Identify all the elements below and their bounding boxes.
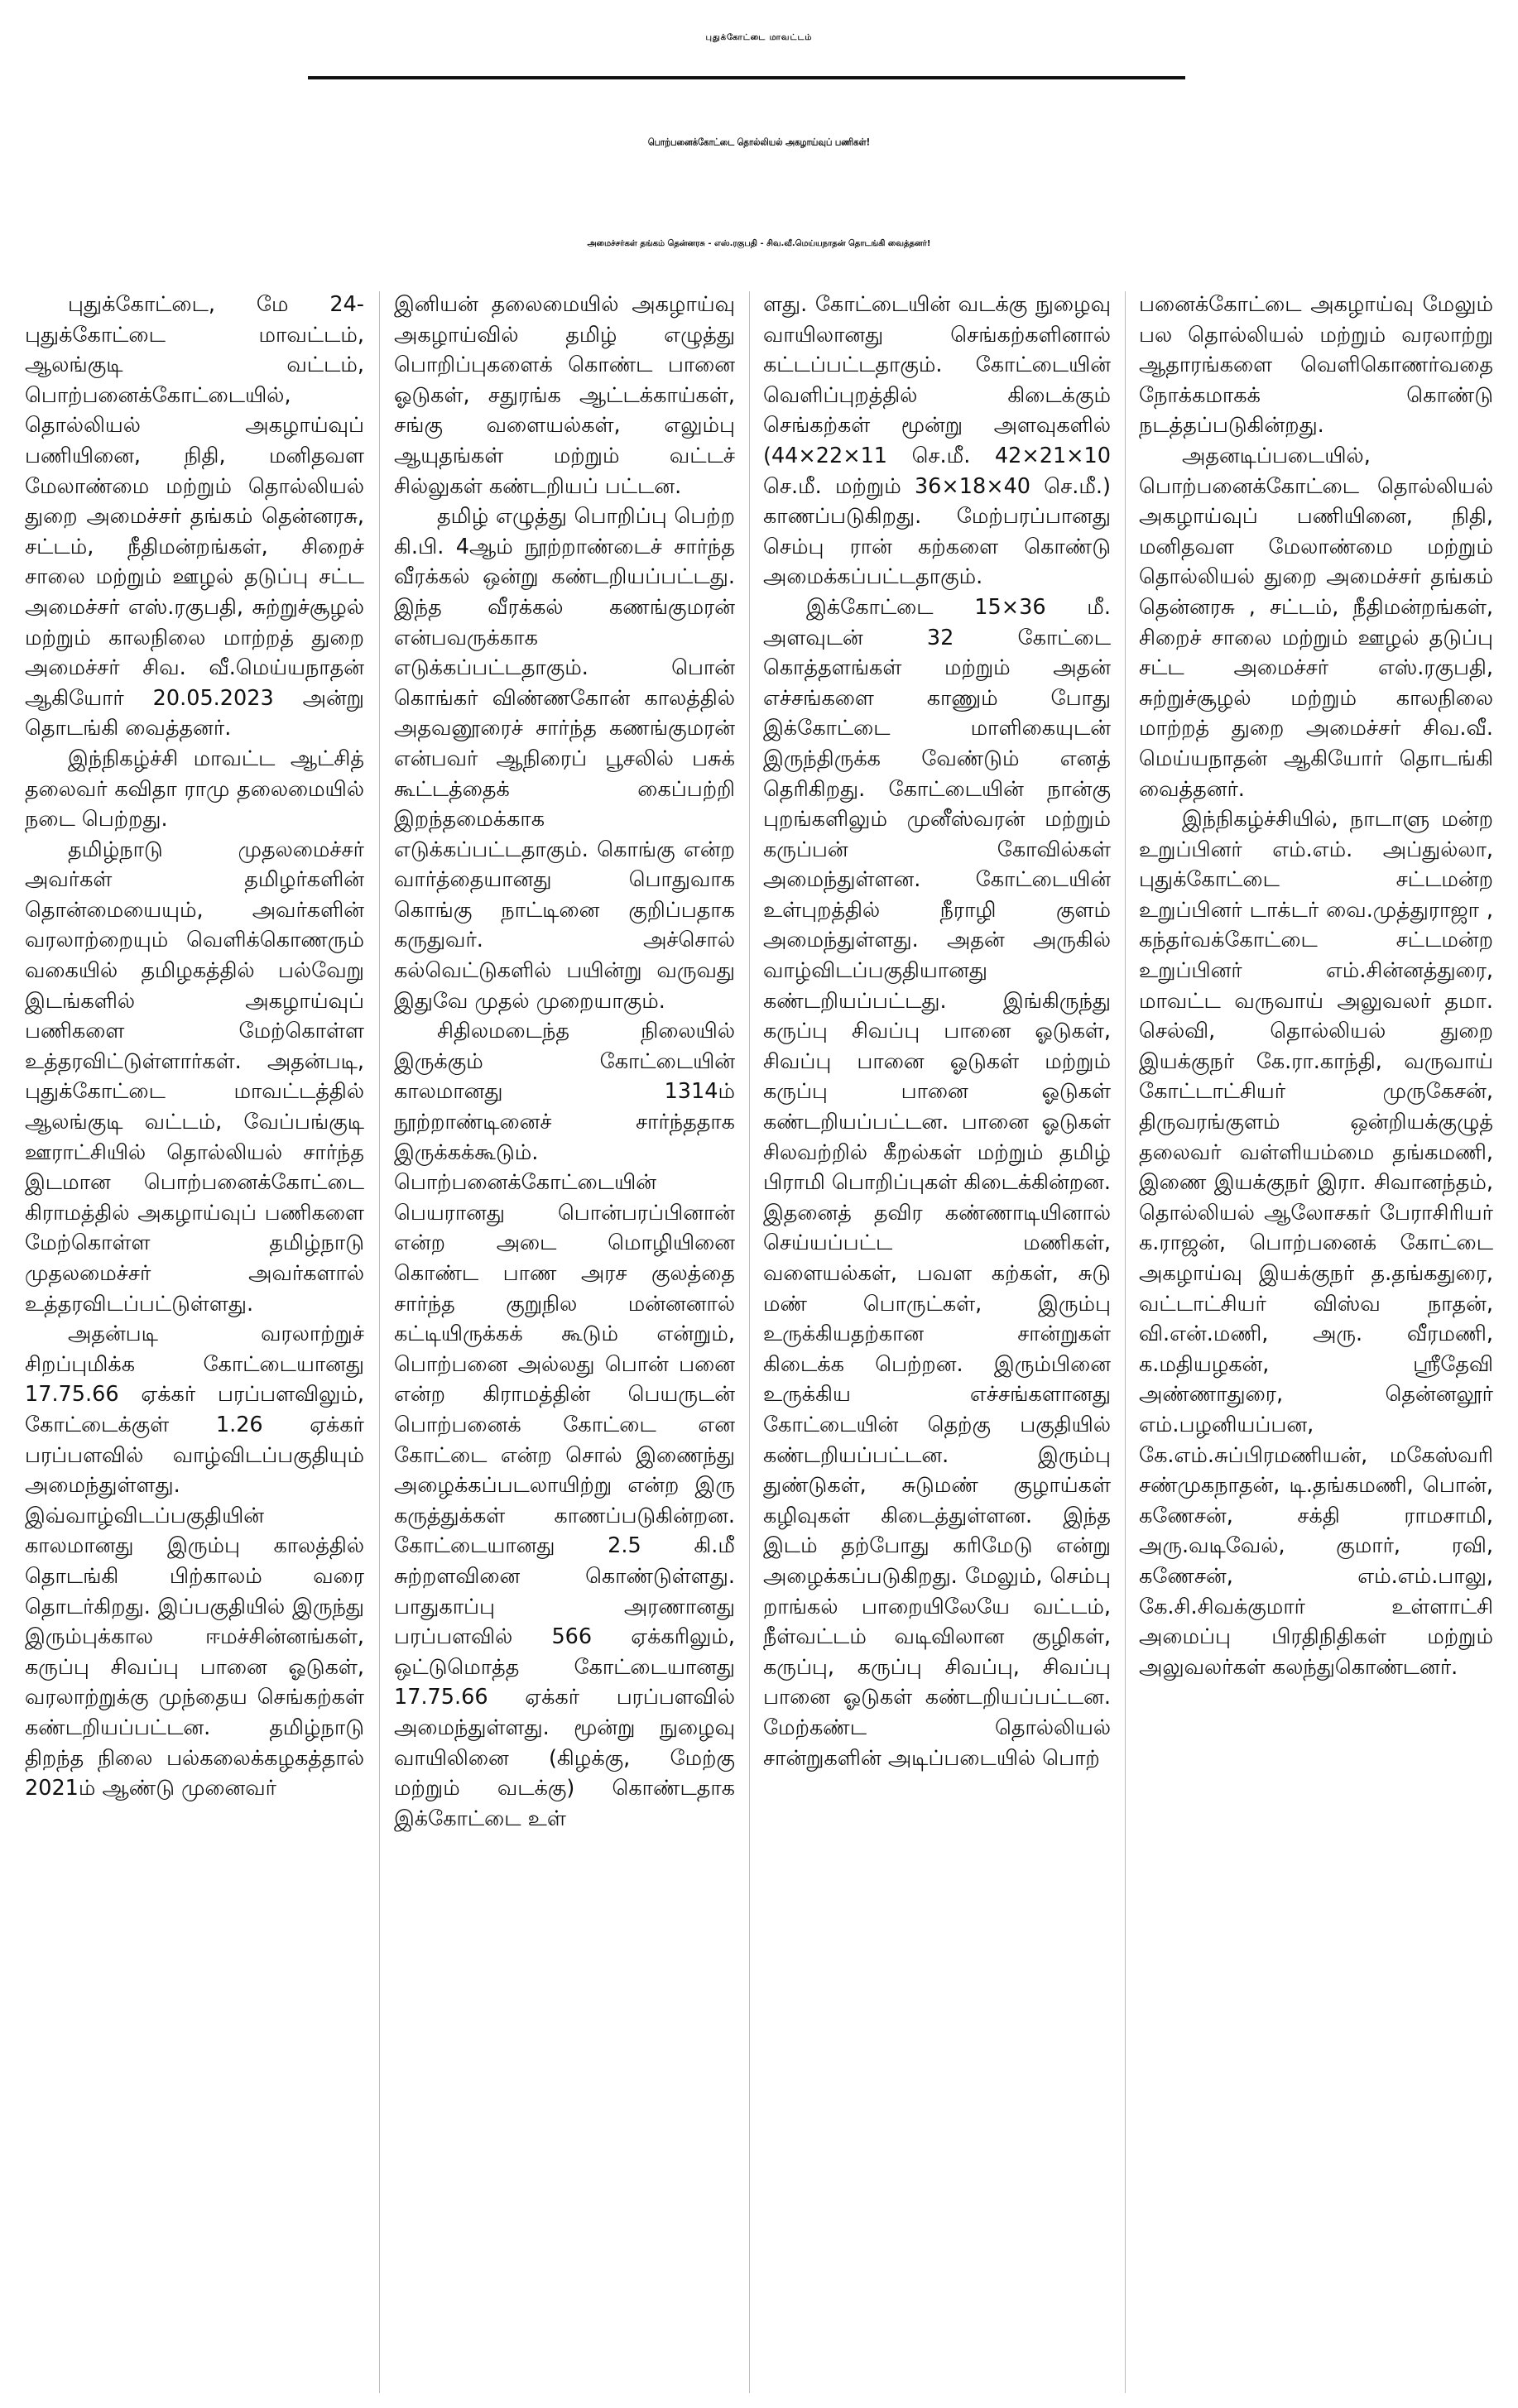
article-paragraph: இந்நிகழ்ச்சி மாவட்ட ஆட்சித் தலைவர் கவிதா ராமு தலைமையில் நடை பெற்றது.	[25, 746, 364, 832]
district-banner: புதுக்கோட்டை மாவட்டம்	[705, 33, 813, 42]
article-paragraph: தமிழ்நாடு முதலமைச்சர் அவர்கள் தமிழர்களின் தொன்மையையும், அவர்களின் வரலாற்றையும் வெளிக்கொணரும் வகையில் தமிழகத்தில் பல்வேறு இடங்களில் அகழாய்வுப் பணிகளை மேற்கொள்ள உத்தரவிட்டுள்ளார்கள். அதன்படி, புதுக்கோட்டை மாவட்டத்தில் ஆலங்குடி வட்டம், வேப்பங்குடி ஊராட்சியில் தொல்லியல் சார்ந்த இடமான பொற்பனைக்கோட்டை கிராமத்தில் அகழாய்வுப் பணிகளை மேற்கொள்ள தமிழ்நாடு முதலமைச்சர் அவர்களால் உத்தரவிடப்பட்டுள்ளது.	[25, 837, 364, 1317]
article-paragraph: இந்நிகழ்ச்சியில், நாடாளு மன்ற உறுப்பினர் எம்.எம். அப்துல்லா, புதுக்கோட்டை சட்டமன்ற உறுப்பினர் டாக்டர் வை.முத்துராஜா , கந்தர்வக்கோட்டை சட்டமன்ற உறுப்பினர் எம்.சின்னத்துரை, மாவட்ட வருவாய் அலுவலர் தமா. செல்வி, தொல்லியல் துறை இயக்குநர் கே.ரா.காந்தி, வருவாய் கோட்டாட்சியர் முருகேசன், திருவரங்குளம் ஒன்றியக்குழுத் தலைவர் வள்ளியம்மை தங்கமணி, இணை இயக்குநர் இரா. சிவானந்தம், தொல்லியல் ஆலோசகர் பேராசிரியர் க.ராஜன், பொற்பனைக் கோட்டை அகழாய்வு இயக்குநர் த.தங்கதுரை, வட்டாட்சியர் விஸ்வ நாதன், வி.என்.மணி, அரு. வீரமணி, க.மதியழகன், ஸ்ரீதேவி அண்ணாதுரை, தென்னலூர் எம்.பழனியப்பன, கே.எம்.சுப்பிரமணியன், மகேஸ்வரி சண்முகநாதன், டி.தங்கமணி, பொன், கணேசன், சக்தி ராமசாமி, அரு.வடிவேல், குமார், ரவி, கணேசன், எம்.எம்.பாலு, கே.சி.சிவக்குமார் உள்ளாட்சி அமைப்பு பிரதிநிதிகள் மற்றும் அலுவலர்கள் கலந்துகொண்டனர்.	[1139, 807, 1493, 1680]
column-divider	[1125, 291, 1126, 2393]
article-paragraph: அதனடிப்படையில், பொற்பனைக்கோட்டை தொல்லியல் அகழாய்வுப் பணியினை, நிதி, மனிதவள மேலாண்மை மற்றும் தொல்லியல் துறை அமைச்சர் தங்கம் தென்னரசு , சட்டம், நீதிமன்றங்கள், சிறைச் சாலை மற்றும் ஊழல் தடுப்பு சட்ட அமைச்சர் எஸ்.ரகுபதி, சுற்றுச்சூழல் மற்றும் காலநிலை மாற்றத் துறை அமைச்சர் சிவ.வீ. மெய்யநாதன் ஆகியோர் தொடங்கி வைத்தனர்.	[1139, 443, 1493, 802]
article-paragraph: ளது. கோட்டையின் வடக்கு நுழைவு வாயிலானது செங்கற்களினால் கட்டப்பட்டதாகும். கோட்டையின் வெளிப்புறத்தில் கிடைக்கும் செங்கற்கள் மூன்று அளவுகளில் (44×22×11 செ.மீ. 42×21×10 செ.மீ. மற்றும் 36×18×40 செ.மீ.) காணப்படுகிறது. மேற்பரப்பானது செம்பு ரான் கற்களை கொண்டு அமைக்கப்பட்டதாகும்.	[763, 292, 1111, 590]
article-paragraph: இக்கோட்டை 15×36 மீ. அளவுடன் 32 கோட்டை கொத்தளங்கள் மற்றும் அதன் எச்சங்களை காணும் போது இக்கோட்டை மாளிகையுடன் இருந்திருக்க வேண்டும் எனத் தெரிகிறது. கோட்டையின் நான்கு புறங்களிலும் முனீஸ்வரன் மற்றும் கருப்பன் கோவில்கள் அமைந்துள்ளன. கோட்டையின் உள்புறத்தில் நீராழி குளம் அமைந்துள்ளது. அதன் அருகில் வாழ்விடப்பகுதியானது கண்டறியப்பட்டது. இங்கிருந்து கருப்பு சிவப்பு பானை ஓடுகள், சிவப்பு பானை ஓடுகள் மற்றும் கருப்பு பானை ஓடுகள் கண்டறியப்பட்டன. பானை ஓடுகள் சிலவற்றில் கீறல்கள் மற்றும் தமிழ் பிராமி பொறிப்புகள் கிடைக்கின்றன. இதனைத் தவிர கண்ணாடியினால் செய்யப்பட்ட மணிகள், வளையல்கள், பவள கற்கள், சுடு மண் பொருட்கள், இரும்பு உருக்கியதற்கான சான்றுகள் கிடைக்க பெற்றன. இரும்பினை உருக்கிய எச்சங்களானது கோட்டையின் தெற்கு பகுதியில் கண்டறியப்பட்டன. இரும்பு துண்டுகள், சுடுமண் குழாய்கள் கழிவுகள் கிடைத்துள்ளன. இந்த இடம் தற்போது கரிமேடு என்று அழைக்கப்படுகிறது. மேலும், செம்பு றாங்கல் பாறையிலேயே வட்டம், நீள்வட்டம் வடிவிலான குழிகள், கருப்பு, கருப்பு சிவப்பு, சிவப்பு பானை ஓடுகள் கண்டறியப்பட்டன. மேற்கண்ட தொல்லியல் சான்றுகளின் அடிப்படையில் பொற்	[763, 594, 1111, 1771]
article-paragraph: இனியன் தலைமையில் அகழாய்வு அகழாய்வில் தமிழ் எழுத்து பொறிப்புகளைக் கொண்ட பானை ஓடுகள், சதுரங்க ஆட்டக்காய்கள், சங்கு வளையல்கள், எலும்பு ஆயுதங்கள் மற்றும் வட்டச் சில்லுகள் கண்டறியப் பட்டன.	[394, 292, 735, 499]
column-divider	[749, 291, 750, 2393]
banner-underline	[308, 76, 1185, 79]
article-column-2	[394, 290, 735, 2398]
column-divider	[379, 291, 380, 2393]
article-column-1	[25, 290, 364, 2398]
article-paragraph: அதன்படி வரலாற்றுச் சிறப்புமிக்க கோட்டையானது 17.75.66 ஏக்கர் பரப்பளவிலும், கோட்டைக்குள் 1.26 ஏக்கர் பரப்பளவில் வாழ்விடப்பகுதியும் அமைந்துள்ளது. இவ்வாழ்விடப்பகுதியின் காலமானது இரும்பு காலத்தில் தொடங்கி பிற்காலம் வரை தொடர்கிறது. இப்பகுதியில் இருந்து இரும்புக்கால ஈமச்சின்னங்கள், கருப்பு சிவப்பு பானை ஓடுகள், வரலாற்றுக்கு முந்தைய செங்கற்கள் கண்டறியப்பட்டன. தமிழ்நாடு திறந்த நிலை பல்கலைக்கழகத்தால் 2021ம் ஆண்டு முனைவர்	[25, 1322, 364, 1801]
article-column-3	[763, 290, 1111, 2398]
subheadline: அமைச்சர்கள் தங்கம் தென்னரசு - எஸ்.ரகுபதி - சிவ.வீ.மெய்யநாதன் தொடங்கி வைத்தனர்!	[587, 239, 931, 248]
article-paragraph: தமிழ் எழுத்து பொறிப்பு பெற்ற கி.பி. 4ஆம் நூற்றாண்டைச் சார்ந்த வீரக்கல் ஒன்று கண்டறியப்பட்டது. இந்த வீரக்கல் கணங்குமரன் என்பவருக்காக எடுக்கப்பட்டதாகும். பொன் கொங்கர் விண்ணகோன் காலத்தில் அதவனூரைச் சார்ந்த கணங்குமரன் என்பவர் ஆநிரைப் பூசலில் பசுக் கூட்டத்தைக் கைப்பற்றி இறந்தமைக்காக எடுக்கப்பட்டதாகும். கொங்கு என்ற வார்த்தையானது பொதுவாக கொங்கு நாட்டினை குறிப்பதாக கருதுவர். அச்சொல் கல்வெட்டுகளில் பயின்று வருவது இதுவே முதல் முறையாகும்.	[394, 504, 735, 1014]
article-column-4	[1139, 290, 1493, 2398]
article-paragraph: புதுக்கோட்டை, மே 24- புதுக்கோட்டை மாவட்டம், ஆலங்குடி வட்டம், பொற்பனைக்கோட்டையில், தொல்லியல் அகழாய்வுப் பணியினை, நிதி, மனிதவள மேலாண்மை மற்றும் தொல்லியல் துறை அமைச்சர் தங்கம் தென்னரசு, சட்டம், நீதிமன்றங்கள், சிறைச் சாலை மற்றும் ஊழல் தடுப்பு சட்ட அமைச்சர் எஸ்.ரகுபதி, சுற்றுச்சூழல் மற்றும் காலநிலை மாற்றத் துறை அமைச்சர் சிவ. வீ.மெய்யநாதன் ஆகியோர் 20.05.2023 அன்று தொடங்கி வைத்தனர்.	[25, 292, 364, 741]
headline: பொற்பனைக்கோட்டை தொல்லியல் அகழாய்வுப் பணிகள்!	[647, 137, 871, 148]
article-paragraph: பனைக்கோட்டை அகழாய்வு மேலும் பல தொல்லியல் மற்றும் வரலாற்று ஆதாரங்களை வெளிகொணர்வதை நோக்கமாகக் கொண்டு நடத்தப்படுகின்றது.	[1139, 292, 1493, 439]
article-paragraph: சிதிலமடைந்த நிலையில் இருக்கும் கோட்டையின் காலமானது 1314ம் நூற்றாண்டினைச் சார்ந்ததாக இருக்கக்கூடும். பொற்பனைக்கோட்டையின் பெயரானது பொன்பரப்பினான் என்ற அடை மொழியினை கொண்ட பாண அரச குலத்தை சார்ந்த குறுநில மன்னனால் கட்டியிருக்கக் கூடும் என்றும், பொற்பனை அல்லது பொன் பனை என்ற கிராமத்தின் பெயருடன் பொற்பனைக் கோட்டை என கோட்டை என்ற சொல் இணைந்து அழைக்கப்படலாயிற்று என்ற இரு கருத்துக்கள் காணப்படுகின்றன. கோட்டையானது 2.5 கி.மீ சுற்றளவினை கொண்டுள்ளது. பாதுகாப்பு அரணானது பரப்பளவில் 566 ஏக்கரிலும், ஒட்டுமொத்த கோட்டையானது 17.75.66 ஏக்கர் பரப்பளவில் அமைந்துள்ளது. மூன்று நுழைவு வாயிலினை (கிழக்கு, மேற்கு மற்றும் வடக்கு) கொண்டதாக இக்கோட்டை உள்	[394, 1019, 735, 1831]
